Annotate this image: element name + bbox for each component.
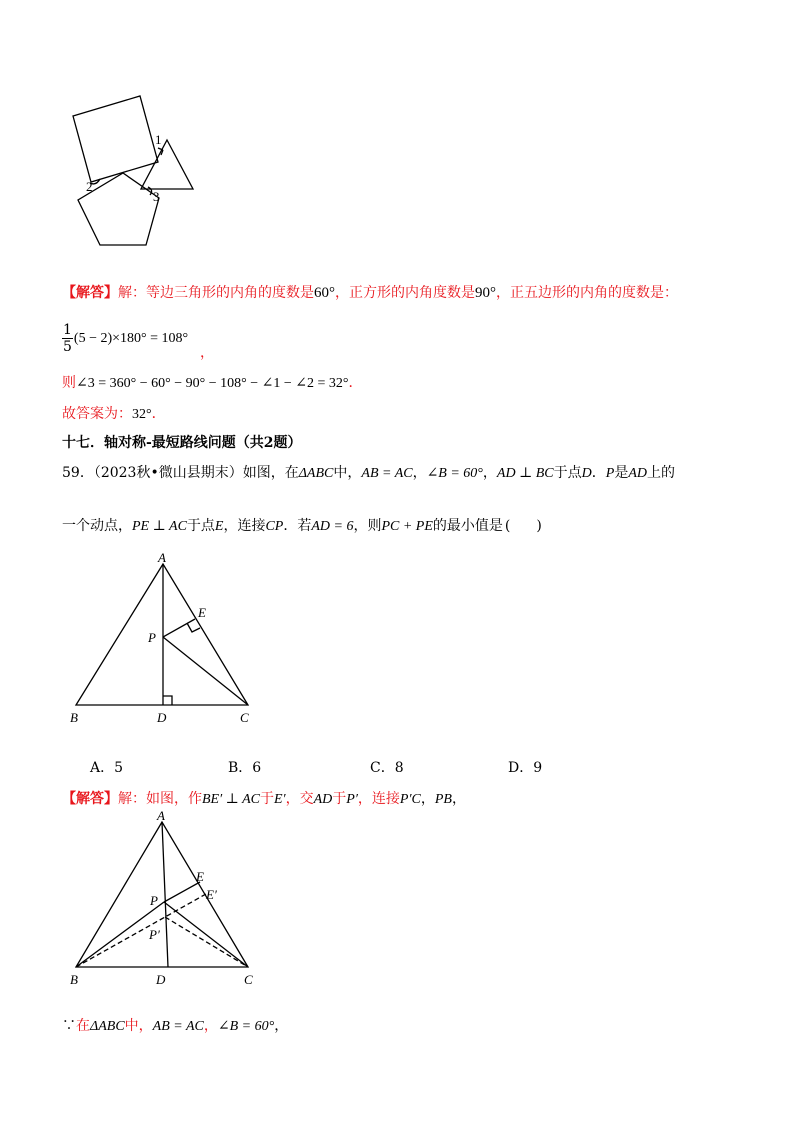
text: BE′ ⊥ AC [202,792,260,807]
text: AD [313,792,333,807]
text: D [581,466,592,481]
text: ∠B = 60° [426,466,483,481]
label-c: C [240,710,249,725]
text: ， [274,1018,289,1034]
angle3-equation: ∠3 = 360° − 60° − 90° − 108° − ∠1 − ∠2 = 32° [76,376,349,391]
label-e-prime: E′ [206,887,217,902]
text: ． [151,406,166,422]
answer-tag: 【解答】 [62,791,118,807]
fraction-rest: (5 − 2)×180° = 108° [73,330,189,346]
answer1-line3 [62,372,362,392]
text: CP [265,519,284,534]
option-a[interactable]: A．5 [90,760,124,776]
text: 一个动点， [62,518,132,534]
fraction-denominator: 5 [63,339,72,355]
label-p: P [148,630,156,645]
text: P′C [399,792,421,807]
answer1-final [62,403,166,423]
label-a: A [157,808,165,823]
text: ， [412,465,427,481]
text: ΔABC [298,466,334,481]
segment-pc [163,637,248,705]
right-angle-d [163,696,172,705]
text: ， [203,1018,218,1034]
text: ，正方形的内角度数是 [335,285,475,301]
text: 是 [614,465,629,481]
fraction-numerator: 1 [63,322,72,338]
label-p: P [150,893,158,908]
answer2-since-line [62,1015,288,1035]
square-shape [73,96,158,182]
text: ，则 [353,518,382,534]
text: ∠B = 60° [217,1019,275,1034]
text: PE ⊥ AC [132,519,187,534]
text: 于 [332,791,347,807]
text: ，交 [285,791,314,807]
label-p-prime: P′ [149,927,160,942]
math-90deg: 90° [475,285,496,301]
text: AB = AC [361,466,413,481]
text: 于点 [553,465,582,481]
triangle-abc [76,822,248,967]
text: ， [420,791,435,807]
option-b[interactable]: B．6 [228,760,262,776]
text: ΔABC [90,1019,125,1034]
text: 解：等边三角形的内角的度数是 [118,285,314,301]
label-e: E [196,869,204,884]
text: 在 [76,1018,90,1034]
angle-label-3: 3 [153,189,160,204]
polygons-figure [60,88,210,253]
text: AB = AC [152,1019,204,1034]
text: 于 [259,791,274,807]
text: AD = 6 [311,519,354,534]
fraction-expression [62,322,214,361]
text: 中， [124,1018,153,1034]
text: ， [482,465,497,481]
option-c[interactable]: C．8 [370,760,404,776]
text: 则 [62,375,76,391]
angle-label-2: 2 [86,179,93,194]
label-b: B [70,972,78,987]
segment-pe [164,882,200,902]
angle-label-1: 1 [155,132,162,147]
text: 的最小值是 [432,518,503,534]
text: （2023秋•微山县期末）如图，在 [93,465,299,481]
section-heading: 十七．轴对称-最短路线问题（共2题） [62,435,302,451]
right-angle-e [187,623,200,632]
text: AD ⊥ BC [496,466,554,481]
final-value: 32° [132,407,152,422]
text: 59． [62,465,94,481]
label-b: B [70,710,78,725]
label-c: C [244,972,253,987]
segment-p-prime-c [165,917,248,967]
answer2-line1 [62,788,466,808]
fraction [62,322,73,355]
label-e: E [198,605,206,620]
option-d[interactable]: D．9 [508,760,543,776]
text: ，正五边形的内角的度数是： [496,285,678,301]
label-a: A [158,550,166,565]
text: ∵ [62,1018,76,1034]
comma: ， [200,345,214,361]
text: E [214,519,224,534]
text: 中， [333,465,362,481]
text: ， [451,791,466,807]
text: ．若 [283,518,312,534]
text: ． [591,465,606,481]
answer1-line1 [62,282,678,302]
q59-line2 [62,515,542,535]
text: 于点 [186,518,215,534]
text: P [605,466,615,481]
label-d: D [157,710,167,725]
text: PC + PE [381,519,433,534]
answer-tag: 【解答】 [62,285,118,301]
text: ，连接 [357,791,400,807]
label-d: D [156,972,166,987]
text: P′ [346,792,358,807]
text: 故答案为： [62,406,132,422]
text: 解：如图，作 [118,791,202,807]
triangle-figure-answer [60,806,275,991]
text: PB [434,792,452,807]
answer-paren-close: ) [536,518,542,534]
text: ． [348,375,363,391]
triangle-figure-q59 [60,548,270,728]
segment-pc [164,902,248,967]
text: ，连接 [223,518,266,534]
text: 上的 [646,465,675,481]
answer-paren: ( [504,518,511,534]
segment-ad [162,822,168,967]
text: E′ [273,792,286,807]
text: AD [628,466,647,481]
q59-line1 [62,462,675,482]
math-60deg: 60° [314,285,335,301]
